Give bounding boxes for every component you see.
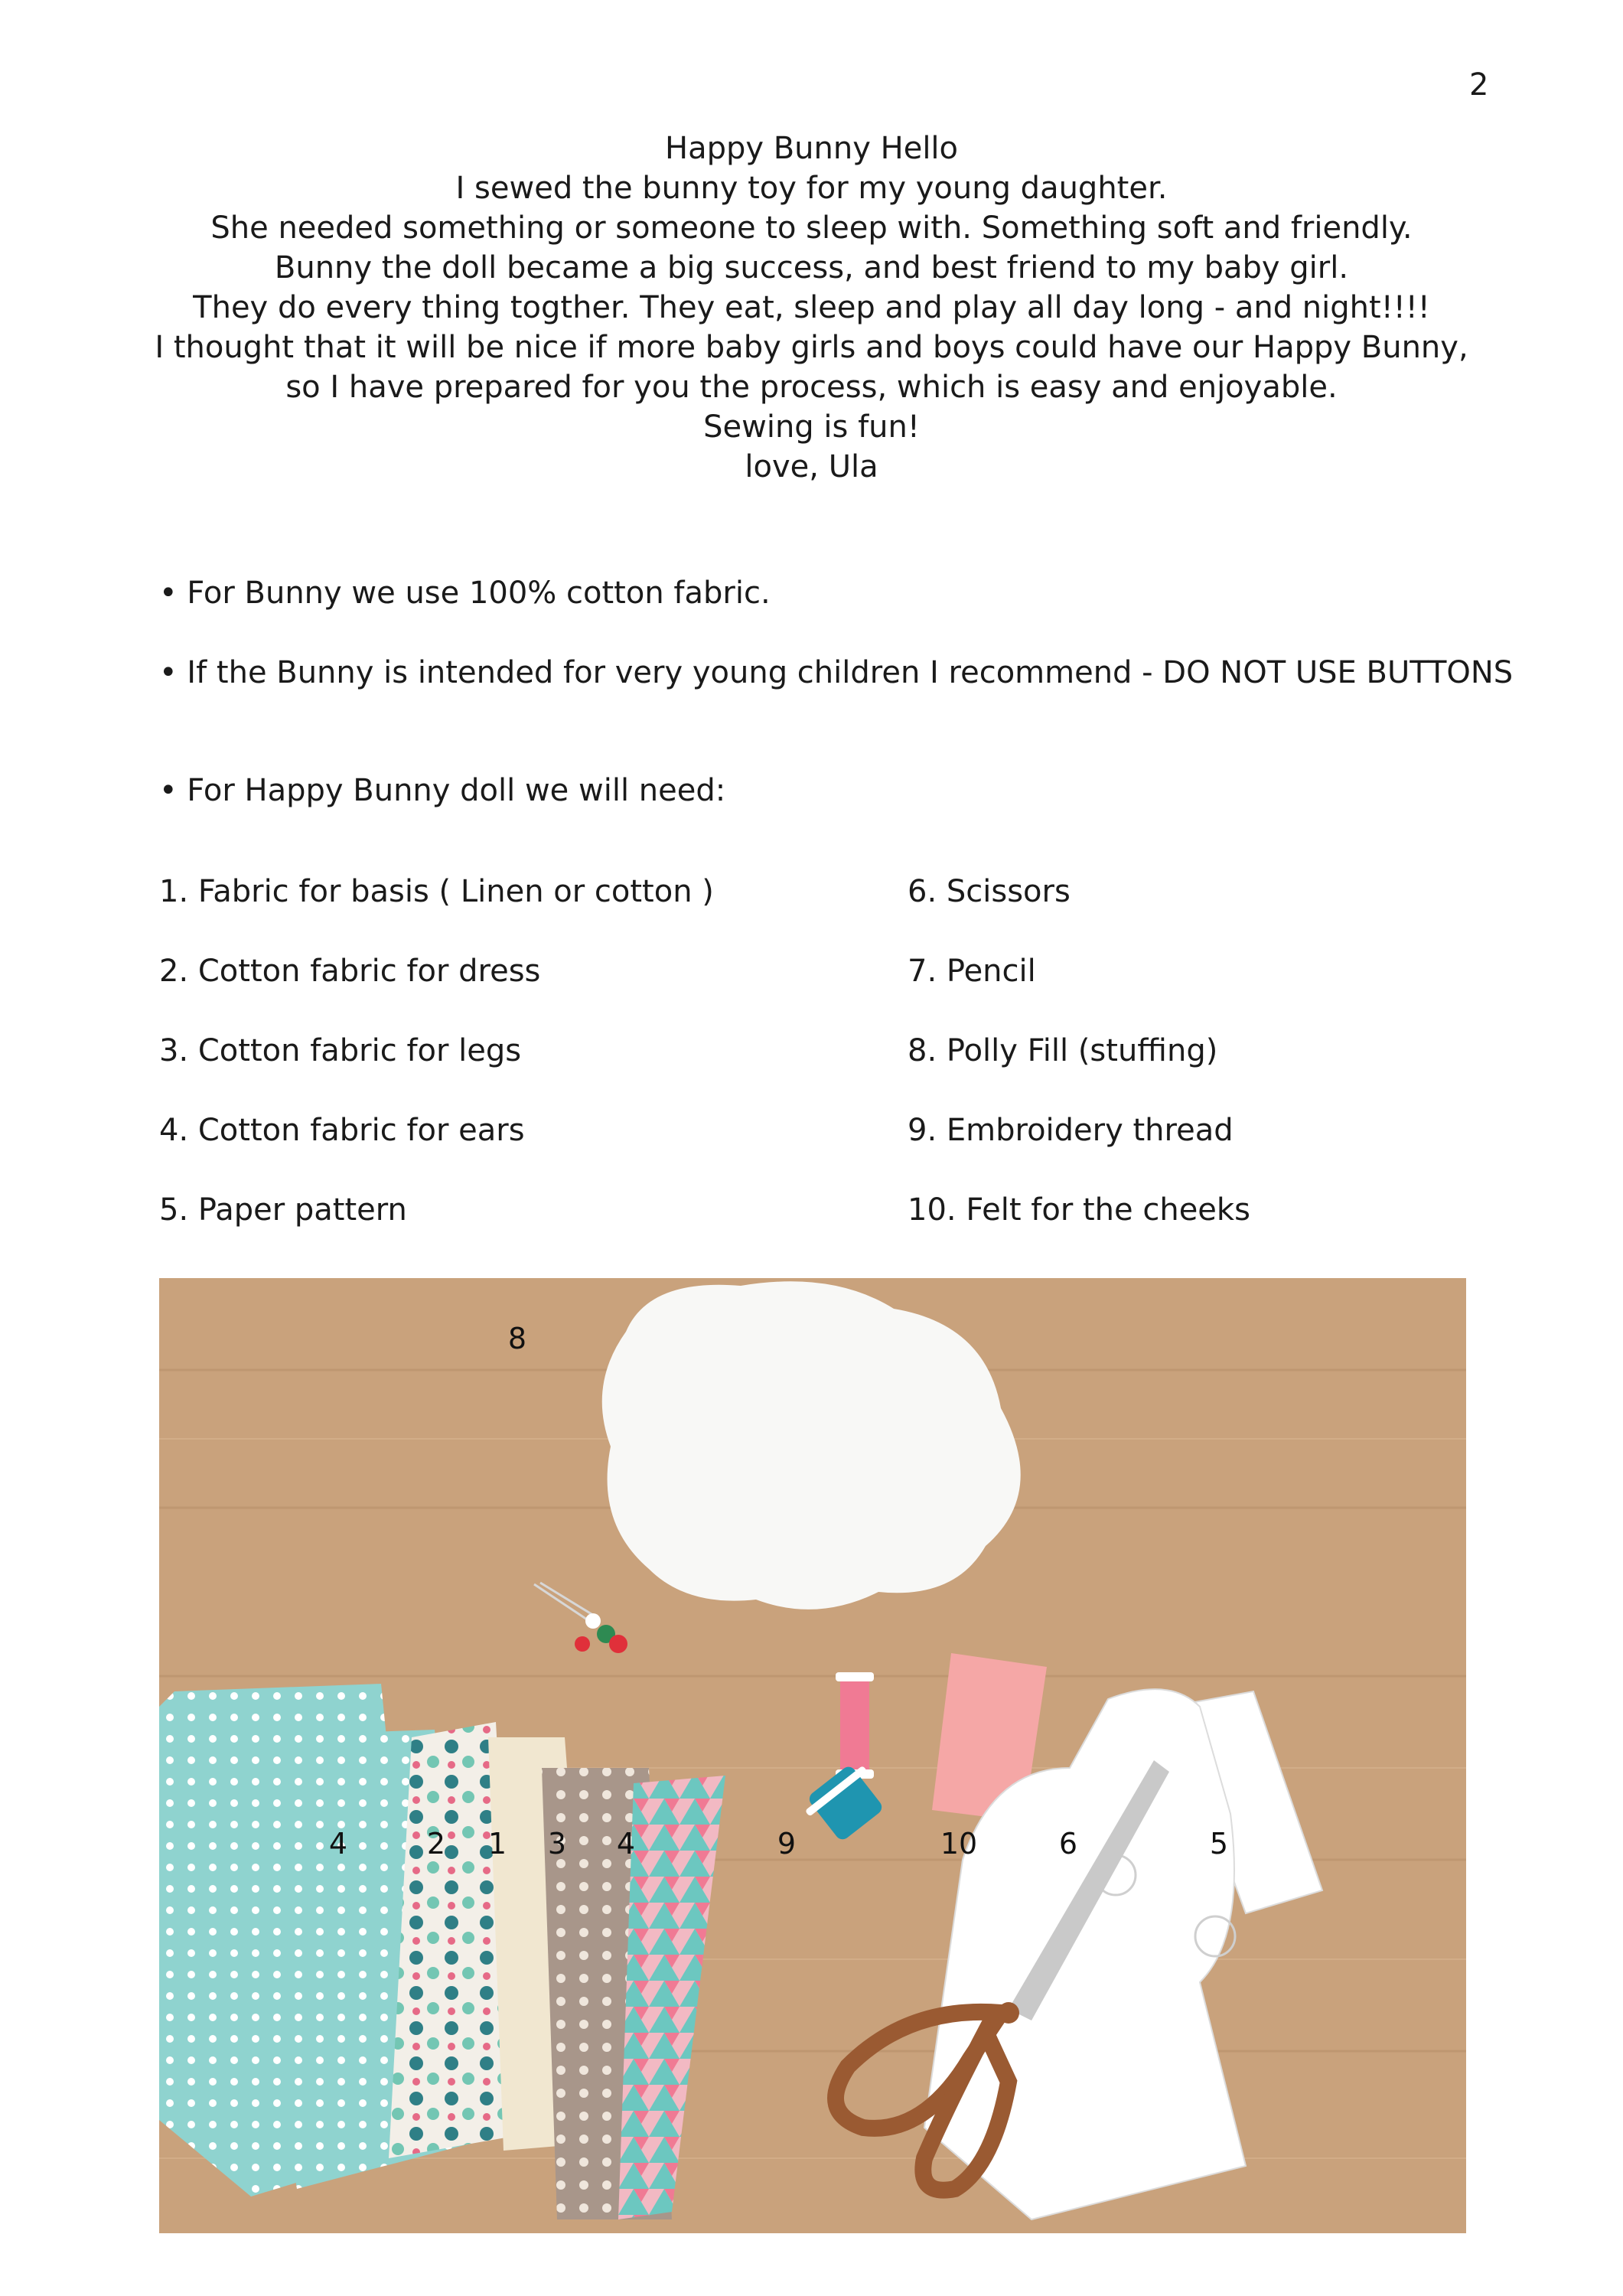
material-item: 9. Embroidery thread bbox=[908, 1113, 1234, 1148]
material-item: 2. Cotton fabric for dress bbox=[159, 954, 541, 989]
material-item: 3. Cotton fabric for legs bbox=[159, 1033, 522, 1068]
materials-photo bbox=[159, 1278, 1466, 2233]
photo-label: 10 bbox=[940, 1827, 978, 1861]
photo-label: 3 bbox=[547, 1827, 567, 1861]
photo-label: 4 bbox=[328, 1827, 348, 1861]
material-item: 5. Paper pattern bbox=[159, 1192, 407, 1228]
intro-title: Happy Bunny Hello bbox=[664, 131, 959, 166]
photo-label: 8 bbox=[507, 1322, 527, 1355]
material-item: 1. Fabric for basis ( Linen or cotton ) bbox=[159, 874, 714, 909]
material-item: 6. Scissors bbox=[908, 874, 1071, 909]
intro-line: I sewed the bunny toy for my young daughter. bbox=[455, 171, 1168, 206]
material-item: 7. Pencil bbox=[908, 954, 1036, 989]
intro-line: Sewing is fun! bbox=[703, 409, 920, 445]
intro-line: They do every thing togther. They eat, sleep and play all day long - and night!!!! bbox=[193, 290, 1430, 325]
bullet-cotton: • For Bunny we use 100% cotton fabric. bbox=[159, 576, 771, 611]
photo-label: 6 bbox=[1058, 1827, 1078, 1861]
intro-signature: love, Ula bbox=[745, 449, 878, 484]
photo-label: 2 bbox=[426, 1827, 446, 1861]
intro-line: so I have prepared for you the process, which is easy and enjoyable. bbox=[285, 370, 1338, 405]
photo-label: 4 bbox=[616, 1827, 636, 1861]
photo-label: 1 bbox=[487, 1827, 507, 1861]
intro-line: I thought that it will be nice if more baby girls and boys could have our Happy Bunny, bbox=[155, 330, 1468, 365]
intro-text bbox=[0, 129, 1623, 487]
material-item: 10. Felt for the cheeks bbox=[908, 1192, 1250, 1228]
photo-label: 9 bbox=[777, 1827, 797, 1861]
material-item: 8. Polly Fill (stuffing) bbox=[908, 1033, 1218, 1068]
bullet-warning: • If the Bunny is intended for very young children I recommend - DO NOT USE BUTTONS bbox=[159, 655, 1514, 690]
intro-line: Bunny the doll became a big success, and best friend to my baby girl. bbox=[274, 250, 1349, 285]
material-item: 4. Cotton fabric for ears bbox=[159, 1113, 525, 1148]
photo-label: 5 bbox=[1209, 1827, 1229, 1861]
intro-line: She needed something or someone to sleep with. Something soft and friendly. bbox=[210, 210, 1413, 246]
bullet-materials-heading: • For Happy Bunny doll we will need: bbox=[159, 773, 726, 808]
page-number: 2 bbox=[1469, 67, 1489, 103]
